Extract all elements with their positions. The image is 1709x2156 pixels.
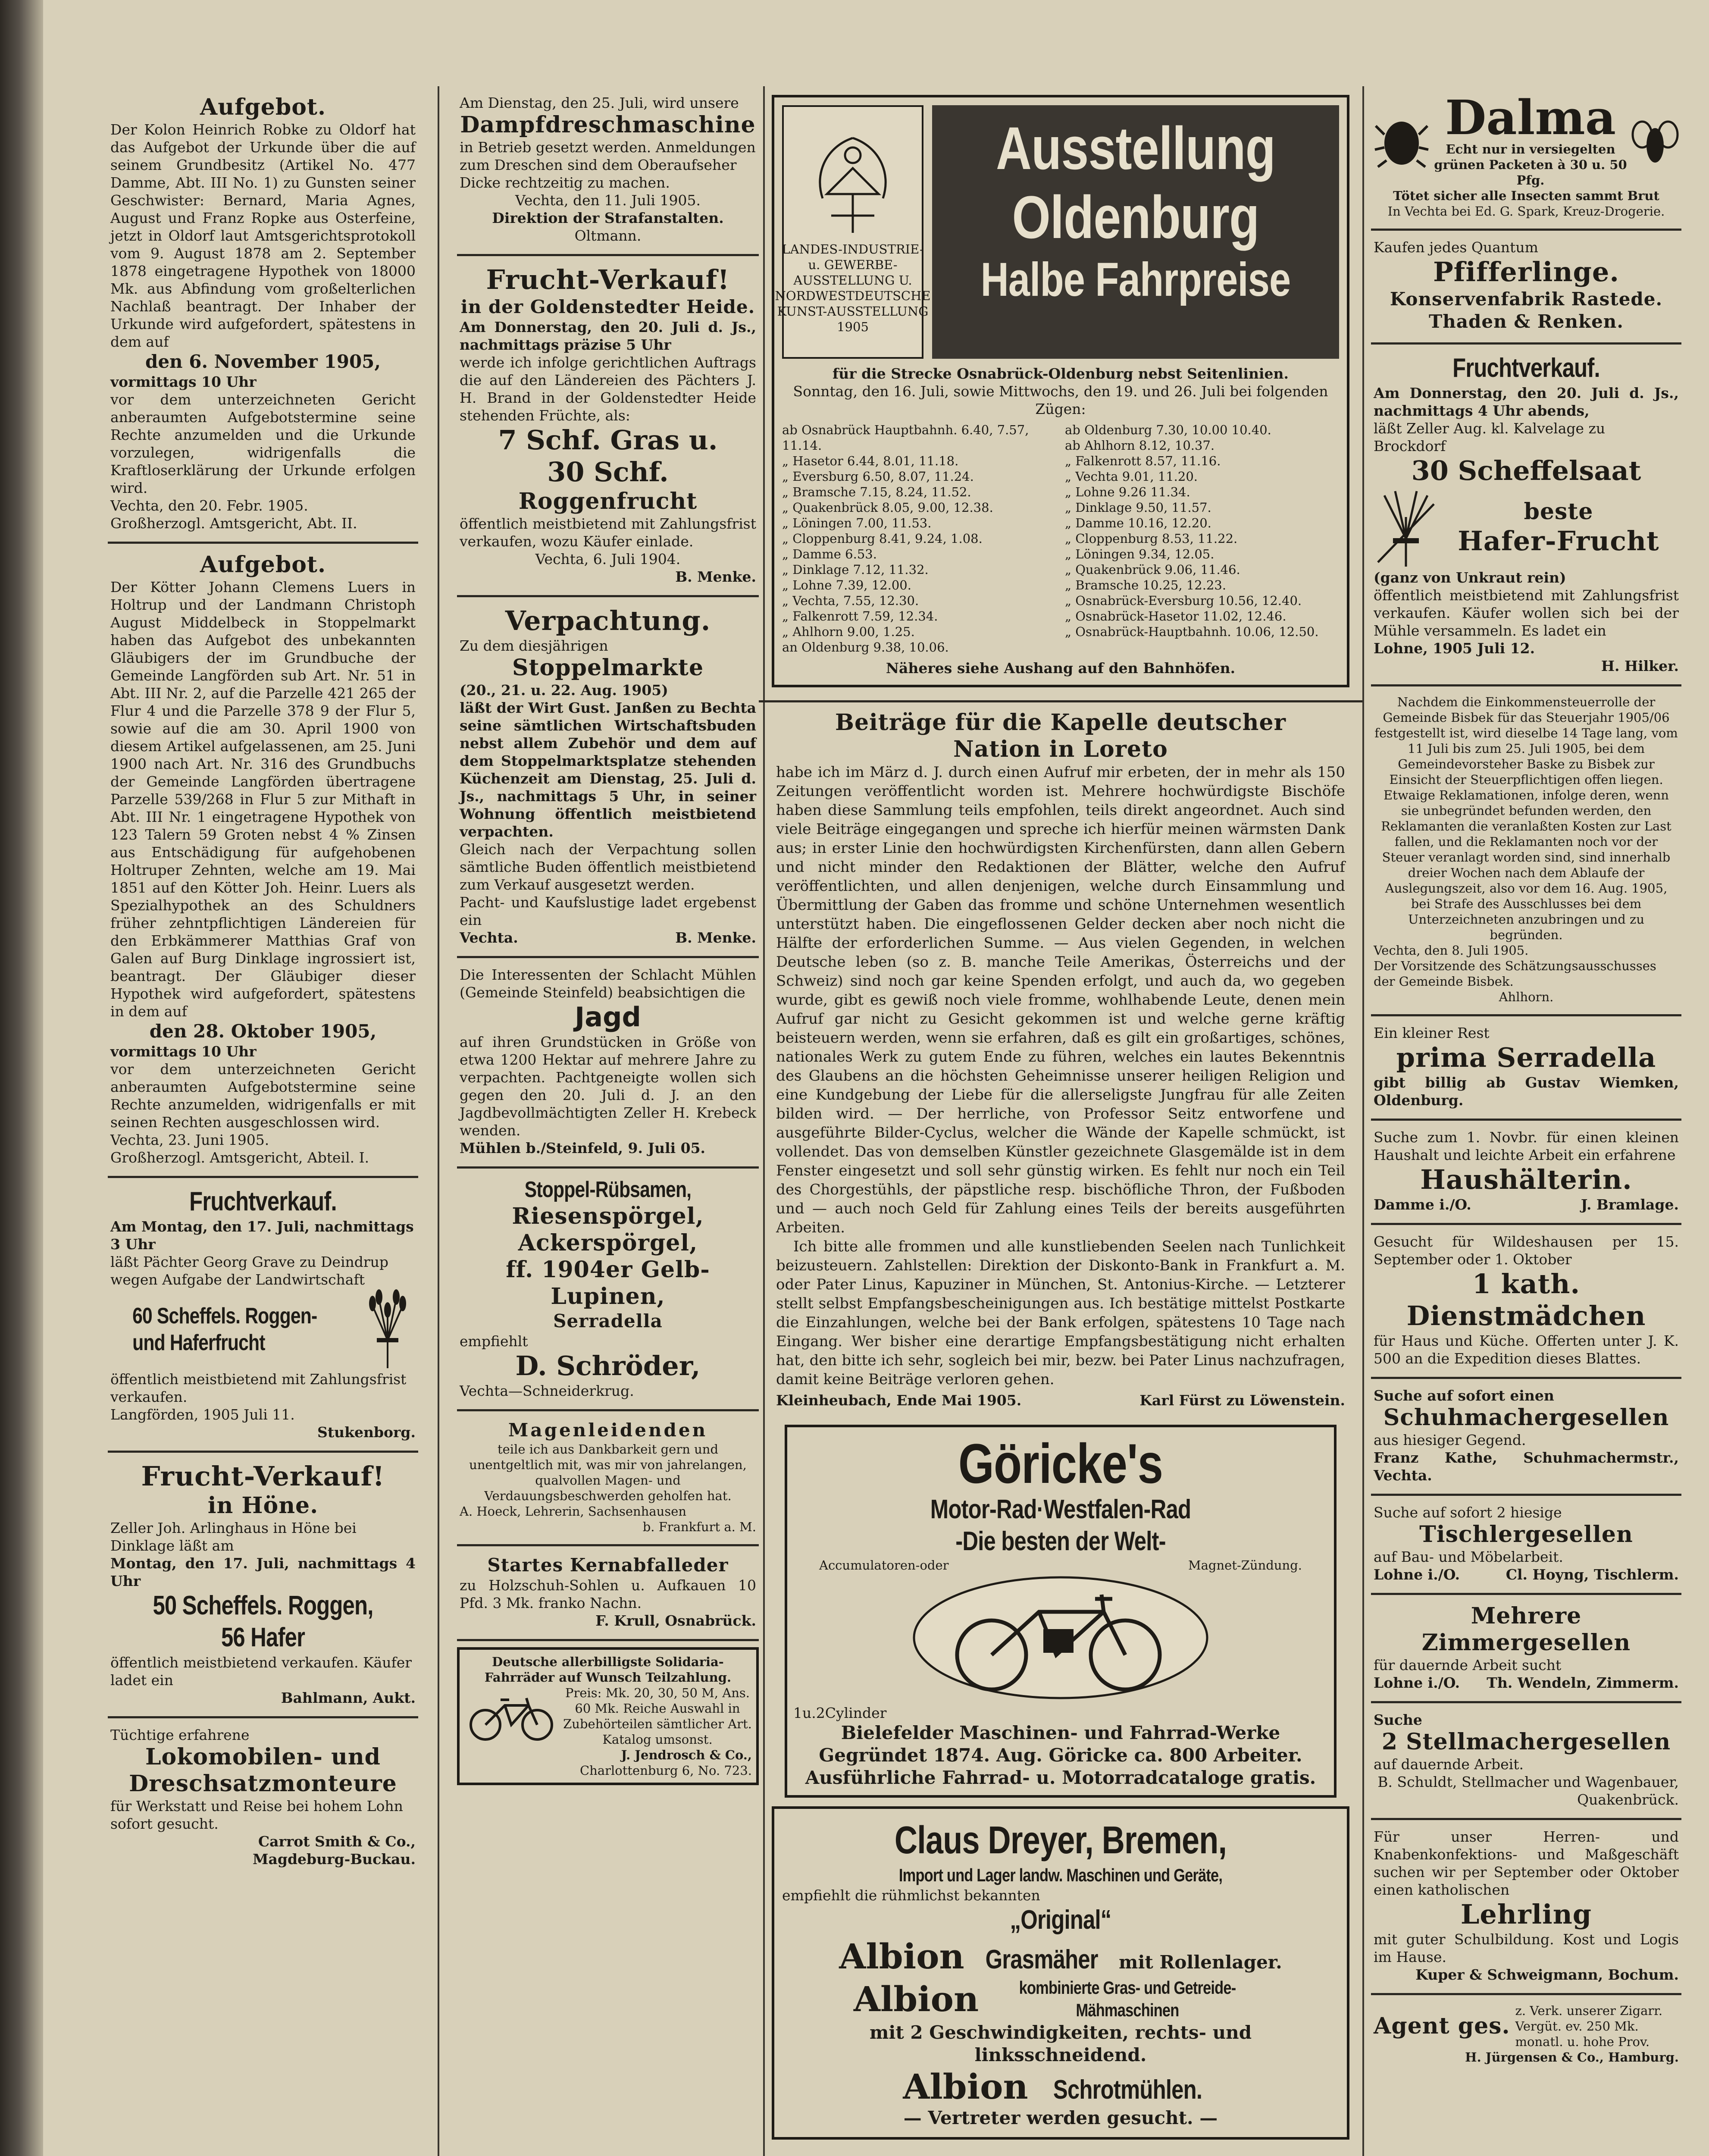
ad-title: Ausstellung <box>996 114 1275 182</box>
kernleder-ad <box>457 1546 759 1641</box>
ad-signature: H. Hilker. <box>1601 658 1679 674</box>
ad-tagline: Tötet sicher alle Insecten sammt Brut <box>1393 188 1659 203</box>
train-schedule <box>782 422 1339 655</box>
ad-highlight: 60 Scheffels. Roggen- und Haferfrucht <box>132 1304 317 1355</box>
schedule-row: „ Bramsche 7.15, 8.24, 11.52. <box>782 485 971 499</box>
ad-signature: B. Menke. <box>675 568 756 585</box>
ausstellung-banner <box>932 105 1339 359</box>
ad-place: Vechta, 23. Juni 1905. <box>110 1131 269 1148</box>
brand-name: Albion <box>853 1979 979 2019</box>
ad-intro: Am Dienstag, den 25. Juli, wird unsere <box>460 94 739 111</box>
schedule-row: „ Lohne 9.26 11.34. <box>1065 485 1190 499</box>
ad-subtitle: Zu dem diesjährigen <box>460 637 608 654</box>
monteure-ad <box>108 1718 418 1877</box>
product-name: kombinierte Gras- und Getreide-Mähmaschinen <box>1019 1977 1236 2020</box>
schedule-row: „ Osnabrück-Hauptbahnh. 10.06, 12.50. <box>1065 624 1319 639</box>
serradella-ad <box>1371 1016 1681 1121</box>
schedule-row: „ Bramsche 10.25, 12.23. <box>1065 578 1227 592</box>
ad-title: Aufgebot. <box>200 552 326 578</box>
ad-title: 2 Stellmachergesellen <box>1381 1729 1671 1755</box>
magen-ad <box>457 1411 759 1546</box>
schedule-row: „ Osnabrück-Hasetor 11.02, 12.46. <box>1065 609 1286 624</box>
ad-text: aus hiesiger Gegend. <box>1374 1432 1526 1448</box>
binding-gutter <box>0 0 43 2156</box>
ad-text: öffentlich meistbietend mit Zahlungsfrist verkaufen. <box>110 1371 407 1405</box>
agent-ad <box>1371 1995 1681 2075</box>
ad-signature: Carrot Smith & Co., <box>258 1833 416 1850</box>
ad-intro: Die Interessenten der Schlacht Mühlen (Gemeinde Steinfeld) beabsichtigen die <box>460 966 756 1001</box>
ad-highlight: Stoppelmarkte <box>512 655 704 681</box>
dalma-ad <box>1371 86 1681 231</box>
ad-text: zu Holzschuh-Sohlen u. Aufkauen 10 Pfd. 3 Mk. franko Nachn. <box>460 1577 756 1611</box>
ad-line: empfiehlt <box>460 1333 528 1350</box>
ad-signature: B. Menke. <box>675 929 756 946</box>
ad-text: öffentlich meistbietend mit Zahlungsfrist verkaufen. Käufer wollen sich bei der Mühle versammeln. Es ladet ein <box>1374 587 1679 639</box>
ad-text: Preis: Mk. 20, 30, 50 M, Ans. 60 Mk. Reiche Auswahl in Zubehörteilen sämtlicher Art. Katalog umsonst. <box>563 1686 752 1747</box>
schedule-row: „ Dinklage 9.50, 11.57. <box>1065 500 1211 515</box>
ad-text: In Vechta bei Ed. G. Spark, Kreuz-Drogerie. <box>1387 204 1665 219</box>
ad-text: auf dauernde Arbeit. <box>1374 1756 1524 1773</box>
schedule-row: an Oldenburg 9.38, 10.06. <box>782 640 949 655</box>
ad-highlight: beste <box>1524 498 1593 525</box>
ad-date: Am Donnerstag, den 20. Juli d. Js., nachmittags 4 Uhr abends, <box>1374 385 1679 419</box>
schedule-row: ab Oldenburg 7.30, 10.00 10.40. <box>1065 423 1271 437</box>
ad-highlight: 7 Schf. Gras u. <box>498 424 718 456</box>
ad-title: Magenleidenden <box>508 1420 708 1441</box>
ad-highlight: Roggenfrucht <box>518 488 698 514</box>
schedule-left <box>782 422 1056 655</box>
ad-highlight: 56 Hafer <box>221 1623 305 1652</box>
ad-line: Riesenspörgel, <box>512 1203 704 1229</box>
ad-title: Startes Kernabfalleder <box>487 1554 729 1576</box>
lehrling-ad <box>1371 1820 1681 1995</box>
fruchtverkauf-ad <box>108 1178 418 1453</box>
pfifferlinge-ad <box>1371 231 1681 345</box>
ad-date: Montag, den 17. Juli, nachmittags 4 Uhr <box>110 1555 416 1589</box>
steuerrolle-notice <box>1371 686 1681 1016</box>
dampfdresch-ad <box>457 86 759 256</box>
ad-text: vor dem unterzeichneten Gericht anberaumten Aufgebotstermine seine Rechte anzumelden und die Urkunde vorzulegen, widrigenfalls die Kraftloserklärung der Urkunde erfolgen wird. <box>110 391 416 496</box>
ad-route: für die Strecke Osnabrück-Oldenburg nebst Seitenlinien. <box>833 365 1289 382</box>
ad-label: Magnet-Zündung. <box>1188 1558 1302 1573</box>
ad-place: Vechta, den 20. Febr. 1905. <box>110 497 308 514</box>
article-place: Kleinheubach, Ende Mai 1905. <box>776 1392 1022 1409</box>
ad-label: 1u.2Cylinder <box>793 1705 887 1721</box>
ad-highlight: 30 Schf. <box>547 456 669 488</box>
ausstellung-ad <box>772 95 1349 687</box>
ad-title: 1 kath. Dienstmädchen <box>1406 1268 1646 1332</box>
ad-signature: Kuper & Schweigmann, Bochum. <box>1415 1966 1679 1983</box>
ad-signature: Oltmann. <box>574 227 642 244</box>
ad-place: Vechta. <box>460 929 518 946</box>
article-signature: Karl Fürst zu Löwenstein. <box>1139 1392 1345 1409</box>
ad-tagline: Echt nur in versiegelten <box>1446 142 1615 157</box>
ad-text: Für unser Herren- und Knabenkonfektions- und Maßgeschäft suchen wir per September oder Oktober einen katholischen <box>1374 1828 1679 1898</box>
ad-title: Pfifferlinge. <box>1433 256 1619 288</box>
ad-court: Großherzogl. Amtsgericht, Abteil. I. <box>110 1149 369 1166</box>
zimmergesellen-ad <box>1371 1595 1681 1703</box>
schedule-row: „ Cloppenburg 8.53, 11.22. <box>1065 531 1238 546</box>
exhibition-emblem-icon <box>801 129 905 241</box>
ad-date: den 6. November 1905, <box>145 351 381 372</box>
schedule-row: ab Osnabrück Hauptbahnh. 6.40, 7.57, 11.14. <box>782 423 1029 453</box>
schedule-row: „ Löningen 9.34, 12.05. <box>1065 547 1214 561</box>
schedule-row: ab Ahlhorn 8.12, 10.37. <box>1065 438 1215 453</box>
schedule-row: „ Lohne 7.39, 12.00. <box>782 578 911 592</box>
schedule-row: „ Hasetor 6.44, 8.01, 11.18. <box>782 454 959 468</box>
ad-title: Oldenburg <box>1012 183 1259 251</box>
ad-signature: Th. Wendeln, Zimmerm. <box>1487 1674 1679 1691</box>
ad-note: (ganz von Unkraut rein) <box>1374 569 1566 586</box>
ad-title: Aufgebot. <box>200 94 326 120</box>
bicycle-icon <box>464 1690 559 1742</box>
ad-signature: gibt billig ab Gustav Wiemken, Oldenburg. <box>1374 1074 1679 1109</box>
stellmacher-ad <box>1371 1703 1681 1820</box>
ad-intro: Suche auf sofort 2 hiesige <box>1374 1504 1562 1521</box>
ad-subtitle: in der Goldenstedter Heide. <box>460 296 755 317</box>
schedule-row: „ Damme 6.53. <box>782 547 877 561</box>
ad-date: den 28. Oktober 1905, <box>149 1021 377 1042</box>
product-name: Schrotmühlen. <box>1053 2075 1202 2105</box>
article-text: habe ich im März d. J. durch einen Aufruf mir erbeten, der in mehr als 150 Zeitungen veröffentlicht worden ist. Mehrere hochwürdigste Bischöfe haben diese Sammlung teils empfohlen, teils direkt angeordnet. Auch sind viele Beiträge eingegangen und spreche ich hierfür meinen wärmsten Dank aus; in erster Linie den hochwürdigsten Kirchenfürsten, dann allen Gebern und nicht minder den Redaktionen der Blätter, welche den Aufruf veröffentlichten, und allen denjenigen, welche durch Einsammlung und Übermittlung der Gaben das fromme und schöne Unternehmen wesentlich unterstützt haben. Die eingeflossenen Gelder decken aber noch nicht die Hälfte der erforderlichen Summe. — Aus vielen Gegenden, in welchen Deutsche leben (so z. B. manche Teile Amerikas, Österreichs und der Schweiz) sind noch gar keine Spenden erfolgt, und auch da, wo gegeben wurde, gibt es gewiß noch viele fromme, wohlhabende Leute, denen mein Aufruf gar nicht zu Gesicht gekommen ist und welche gerne kräftig beisteuern werden, wenn sie erfahren, daß es gilt ein großartiges, schönes, nationales Werk zu gutem Ende zu führen, welches ein lautes Bekenntnis des Glaubens an die höchsten Geheimnisse unserer heiligen Religion und eine Kundgebung der Liebe für die allerseligste Jungfrau für alle Zeiten bilden wird. — Der herrliche, von Professor Seitz entworfene und ausgeführte Bilder-Cyclus, welcher die Wände der Kapelle schmückt, ist vollendet. Das von demselben Künstler gezeichnete Glasgemälde ist in dem Fenster eingesetzt und soll sehr günstig wirken. Es fehlt nur noch ein Teil des Chorgestühls, der päpstliche resp. bischöfliche Thron, der Fußboden und — auch noch Geld für Zahlung eines Teils der bereits ausgeführten Arbeiten. <box>776 764 1345 1236</box>
schedule-row: „ Vechta 9.01, 11.20. <box>1065 469 1198 484</box>
ad-highlight: 30 Scheffelsaat <box>1411 455 1641 486</box>
ad-text: für Werkstatt und Reise bei hohem Lohn sofort gesucht. <box>110 1798 403 1832</box>
ad-text: in Betrieb gesetzt werden. Anmeldungen zum Dreschen sind dem Oberaufseher Dicke rechtzeitig zu machen. <box>460 139 756 191</box>
ad-signature: D. Schröder, <box>515 1350 701 1382</box>
ad-dates: Sonntag, den 16. Juli, sowie Mittwochs, den 19. und 26. Juli bei folgenden Zügen: <box>793 383 1328 417</box>
verpachtung-ad <box>457 597 759 958</box>
notice-signature: Ahlhorn. <box>1499 990 1554 1004</box>
ad-line: Gegründet 1874. Aug. Göricke ca. 800 Arbeiter. <box>819 1745 1302 1766</box>
wheat-sheaf-icon <box>360 1288 416 1370</box>
ad-title: Göricke's <box>958 1432 1163 1495</box>
ad-text: für Haus und Küche. Offerten unter J. K. 500 an die Expedition dieses Blattes. <box>1374 1332 1679 1367</box>
ad-signature: J. Jendrosch & Co., <box>621 1748 752 1762</box>
ad-title: prima Serradella <box>1396 1042 1656 1073</box>
schedule-row: „ Ahlhorn 9.00, 1.25. <box>782 624 915 639</box>
ad-signature: Thaden & Renken. <box>1429 311 1624 332</box>
ad-text: läßt der Wirt Gust. Janßen zu Bechta seine sämtlichen Wirtschaftsbuden nebst allem Zubehör und dem auf dem Stoppelmarktsplatze stehenden Küchenzeit am Dienstag, 25. Juli d. Js., nachmittags 5 Uhr, in seiner Wohnung öffentlich meistbietend verpachten. <box>460 699 756 840</box>
ad-text: werde ich infolge gerichtlichen Auftrags die auf den Ländereien des Pächters J. H. Brand in der Goldenstedter Heide stehenden Früchte, als: <box>460 354 756 424</box>
ad-title: Jagd <box>575 1001 641 1033</box>
fruchtverkauf-goldenstedt-ad <box>457 256 759 597</box>
emblem-text: LANDES-INDUSTRIE- u. GEWERBE-AUSSTELLUNG U. NORDWESTDEUTSCHE KUNST-AUSSTELLUNG 1905 <box>775 242 931 334</box>
ad-date: Am Montag, den 17. Juli, nachmittags 3 Uhr <box>110 1218 414 1253</box>
ad-place: Lohne i./O. <box>1374 1566 1460 1583</box>
ad-highlight: Hafer-Frucht <box>1458 525 1659 557</box>
ad-text: Zeller Joh. Arlinghaus in Höne bei Dinklage läßt am <box>110 1520 357 1554</box>
notice-signature: Der Vorsitzende des Schätzungsausschusses der Gemeinde Bisbek. <box>1374 959 1656 989</box>
fly-icon <box>1631 113 1679 169</box>
product-detail: mit 2 Geschwindigkeiten, rechts- und linksschneidend. <box>869 2022 1252 2065</box>
fruchtverkauf-hoene-ad <box>108 1453 418 1718</box>
ad-text: Gleich nach der Verpachtung sollen sämtliche Buden öffentlich meistbietend zum Verkauf ausgesetzt werden. <box>460 841 756 893</box>
ad-intro: Suche <box>1374 1711 1422 1728</box>
ad-signature: Direktion der Strafanstalten. <box>492 210 724 226</box>
ad-title: Frucht-Verkauf! <box>141 1460 385 1492</box>
ad-signature: F. Krull, Osnabrück. <box>595 1612 756 1629</box>
column-4 <box>1371 86 1681 2075</box>
ad-subtitle: Import und Lager landw. Maschinen und Geräte, <box>898 1865 1223 1885</box>
fruchtverkauf-lohne-ad <box>1371 345 1681 686</box>
ad-subtitle: Motor-Rad·Westfalen-Rad <box>930 1495 1191 1524</box>
tischler-ad <box>1371 1496 1681 1595</box>
ad-footer: Näheres siehe Aushang auf den Bahnhöfen. <box>886 660 1236 677</box>
article-title: Beiträge für die Kapelle deutscher <box>835 709 1286 736</box>
schedule-row: „ Dinklage 7.12, 11.32. <box>782 562 929 577</box>
ad-text: z. Verk. unserer Zigarr. Vergüt. ev. 250 Mk. monatl. u. hohe Prov. <box>1515 2003 1663 2049</box>
article-text: Ich bitte alle frommen und alle kunstliebenden Seelen nach Tunlichkeit beizusteuern. Zahlstellen: Direktion der Diskonto-Bank in Frankfurt a. M. oder Pater Linus, Kapuziner in München, St. Antonius-Kirche. — Letzterer stellt selbst Empfangsbescheinigungen aus. Ich bestätige mittelst Postkarte die Einzahlungen, welche bei der Bank erfolgen, spätestens 10 Tage nach Eingang. Wer bisher eine derartige Empfangsbestätigung nicht erhalten hat, den bitte ich sehr, sogleich bei mir, bezw. bei Pater Linus nachzufragen, damit keine Beiträge verloren gehen. <box>776 1238 1345 1388</box>
product-detail: mit Rollenlager. <box>1119 1952 1282 1973</box>
ad-text: vor dem unterzeichneten Gericht anberaumten Aufgebotstermine seine Rechte anzumelden, widrigenfalls er mit seinen Rechten ausgeschlossen wird. <box>110 1061 416 1131</box>
ad-text: Suche zum 1. Novbr. für einen kleinen Haushalt und leichte Arbeit ein erfahrene <box>1374 1129 1679 1163</box>
ad-place: Damme i./O. <box>1374 1196 1471 1213</box>
schuhmacher-ad <box>1371 1379 1681 1496</box>
ad-title: Dalma <box>1445 90 1616 145</box>
saatgut-ad <box>457 1169 759 1411</box>
ad-highlight: 50 Scheffels. Roggen, <box>153 1591 373 1620</box>
schedule-row: „ Cloppenburg 8.41, 9.24, 1.08. <box>782 531 983 546</box>
ad-label: Accumulatoren-oder <box>819 1558 949 1573</box>
ad-title: Claus Dreyer, Bremen, <box>894 1819 1227 1862</box>
ad-line: Stoppel-Rübsamen, <box>524 1177 692 1202</box>
ad-title: Verpachtung. <box>505 605 711 636</box>
aufgebot-notice <box>108 86 418 544</box>
schedule-row: „ Vechta, 7.55, 12.30. <box>782 593 919 608</box>
schedule-row: „ Quakenbrück 8.05, 9.00, 12.38. <box>782 500 993 515</box>
ad-text: Der Kötter Johann Clemens Luers in Holtrup und der Landmann Christoph August Middelbeck in Stoppelmarkt haben das Aufgebot des unbekannten Gläubigers der im Grundbuche der Gemeinde Langförden sub Art. Nr. 51 in Abt. III Nr. 2, auf die Parzelle 421 265 der Flur 4 und die Parzelle 378 9 der Flur 5, sowie auf die am 30. April 1900 von diesem Artikel aufgelassenen, am 25. Juni 1900 nach Art. Nr. 316 des Grundbuchs der Gemeinde Langförden übertragene Parzelle 539/268 in Flur 5 zur Mithaft in Abt. III Nr. 1 eingetragene Hypothek von 123 Talern 59 Groten nebst 4 % Zinsen aus Entschädigung für aufgehobenen Holtruper Zehnten, welche am 19. Mai 1851 auf den Kötter Joh. Heinr. Luers als Spezialhypothek an des Schuldners früher zehntpflichtigen Ländereien für den Erbkämmerer Matthias Graf von Galen auf Burg Dinklage ingrossiert ist, beantragt. Der Gläubiger dieser Hypothek wird aufgefordert, spätestens in dem auf <box>110 579 416 1020</box>
ad-text: empfiehlt die rühmlichst bekannten <box>782 1887 1040 1904</box>
ad-title: Haushälterin. <box>1420 1164 1632 1195</box>
ad-place: Lohne i./O. <box>1374 1674 1460 1691</box>
ad-title: Dampfdreschmaschine <box>460 112 756 138</box>
ad-signature: Konservenfabrik Rastede. <box>1390 288 1663 310</box>
ad-signature: A. Hoeck, Lehrerin, Sachsenhausen <box>460 1504 687 1519</box>
ad-title: Fruchtverkauf. <box>1452 353 1600 383</box>
kapelle-article <box>759 700 1362 1416</box>
ad-line: ff. 1904er Gelb-Lupinen, <box>506 1257 710 1310</box>
schedule-row: „ Falkenrott 8.57, 11.16. <box>1065 454 1221 468</box>
ad-intro: Suche auf sofort einen <box>1374 1387 1554 1404</box>
ad-intro: Kaufen jedes Quantum <box>1374 239 1538 256</box>
ad-title: Lokomobilen- und Dreschsatzmonteure <box>129 1744 397 1797</box>
ad-text: öffentlich meistbietend verkaufen. Käufer ladet ein <box>110 1654 412 1689</box>
ad-title: Agent ges. <box>1374 2013 1510 2039</box>
column-2 <box>457 86 759 1785</box>
ad-subtitle: in Höne. <box>207 1492 319 1519</box>
ad-title: Schuhmachergesellen <box>1383 1404 1669 1431</box>
haushaelterin-ad <box>1371 1121 1681 1225</box>
aufgebot-notice <box>108 544 418 1178</box>
dienstmaedchen-ad <box>1371 1225 1681 1379</box>
jagd-ad <box>457 958 759 1169</box>
column-3 <box>759 86 1362 2148</box>
ad-text: öffentlich meistbietend mit Zahlungsfrist verkaufen, wozu Käufer einlade. <box>460 515 756 550</box>
ad-date: (20., 21. u. 22. Aug. 1905) <box>460 682 668 699</box>
ad-text: mit guter Schulbildung. Kost und Logis im Hause. <box>1374 1931 1679 1965</box>
ad-place: Langförden, 1905 Juli 11. <box>110 1406 295 1423</box>
ad-time: vormittags 10 Uhr <box>110 373 257 390</box>
ad-title: Lehrling <box>1460 1899 1592 1930</box>
ad-text: auf Bau- und Möbelarbeit. <box>1374 1548 1563 1565</box>
newspaper-page <box>43 0 1709 2156</box>
ad-line: Ausführliche Fahrrad- u. Motorradcataloge gratis. <box>805 1767 1316 1788</box>
ad-place: Vechta, 6. Juli 1904. <box>535 551 681 567</box>
notice-place: Vechta, den 8. Juli 1905. <box>1374 943 1529 958</box>
brand-name: Albion <box>839 1936 964 1977</box>
ad-text: auf ihren Grundstücken in Größe von etwa 1200 Hektar auf mehrere Jahre zu verpachten. Pachtgeneigte wollen sich gegen den 20. Juli d. J. an den Jagdbevollmächtigten Zeller H. Krebeck wenden. <box>460 1034 756 1139</box>
ad-place: Charlottenburg 6, No. 723. <box>579 1763 752 1778</box>
ad-intro: Tüchtige erfahrene <box>110 1727 250 1743</box>
fahrrad-ad <box>457 1647 759 1785</box>
ad-place: Mühlen b./Steinfeld, 9. Juli 05. <box>460 1140 706 1156</box>
ad-place: Lohne, 1905 Juli 12. <box>1374 640 1535 657</box>
ad-signature: Bahlmann, Aukt. <box>281 1689 416 1706</box>
schedule-row: „ Eversburg 6.50, 8.07, 11.24. <box>782 469 974 484</box>
ad-court: Großherzogl. Amtsgericht, Abt. II. <box>110 515 357 532</box>
ad-title: Frucht-Verkauf! <box>486 264 730 295</box>
ad-place: b. Frankfurt a. M. <box>642 1520 756 1534</box>
ad-signature: Magdeburg-Buckau. <box>253 1851 416 1868</box>
ad-text: läßt Zeller Aug. kl. Kalvelage zu Brockdorf <box>1374 420 1606 454</box>
ad-text: Gesucht für Wildeshausen per 15. September oder 1. Oktober <box>1374 1233 1679 1268</box>
column-1 <box>108 86 418 1877</box>
schedule-row: „ Löningen 7.00, 11.53. <box>782 516 932 530</box>
schedule-row: „ Quakenbrück 9.06, 11.46. <box>1065 562 1240 577</box>
ad-signature: Franz Kathe, Schuhmachermstr., Vechta. <box>1374 1449 1679 1484</box>
hay-sheaf-icon <box>1374 487 1438 569</box>
ad-text: läßt Pächter Georg Grave zu Deindrup wegen Aufgabe der Landwirtschaft <box>110 1253 389 1288</box>
ad-title: Deutsche allerbilligste Solidaria-Fahrräder auf Wunsch Teilzahlung. <box>484 1655 732 1685</box>
ad-date: Am Donnerstag, den 20. Juli d. Js., nachmittags präzise 5 Uhr <box>460 319 756 353</box>
ad-subtitle: Halbe Fahrpreise <box>980 253 1291 306</box>
ad-signature: B. Schuldt, Stellmacher und Wagenbauer, Quakenbrück. <box>1377 1774 1679 1808</box>
ad-intro: Ein kleiner Rest <box>1374 1025 1490 1041</box>
ad-signature: Stukenborg. <box>317 1424 416 1441</box>
ad-highlight: „Original“ <box>1010 1905 1111 1935</box>
ad-text: teile ich aus Dankbarkeit gern und unentgeltlich mit, was mir von jahrelangen, qualvollen Magen- und Verdauungsbeschwerden geholfen hat. <box>469 1442 747 1503</box>
schedule-right <box>1065 422 1339 655</box>
motorcycle-icon <box>910 1573 1211 1702</box>
ad-footer: — Vertreter werden gesucht. — <box>903 2107 1218 2128</box>
beetle-icon <box>1374 113 1430 169</box>
article-title: Nation in Loreto <box>953 736 1168 762</box>
schedule-row: „ Damme 10.16, 12.20. <box>1065 516 1211 530</box>
emblem <box>775 105 931 359</box>
brand-name: Albion <box>903 2066 1028 2107</box>
ad-line: Serradella <box>553 1310 663 1332</box>
ad-text: für dauernde Arbeit sucht <box>1374 1657 1562 1673</box>
schedule-row: „ Falkenrott 7.59, 12.34. <box>782 609 938 624</box>
ad-text: Pacht- und Kaufslustige ladet ergebenst ein <box>460 894 756 928</box>
ad-signature: Cl. Hoyng, Tischlerm. <box>1506 1566 1679 1583</box>
ad-tagline: grünen Packeten à 30 u. 50 Pfg. <box>1434 157 1627 188</box>
ad-title: Fruchtverkauf. <box>189 1187 337 1216</box>
ad-place: Vechta—Schneiderkrug. <box>460 1382 634 1399</box>
schedule-row: „ Osnabrück-Eversburg 10.56, 12.40. <box>1065 593 1302 608</box>
ad-line: Ackerspörgel, <box>518 1230 698 1256</box>
goericke-ad <box>785 1425 1337 1798</box>
ad-signature: H. Jürgensen & Co., Hamburg. <box>1465 2050 1679 2065</box>
column-rule <box>1362 86 1364 2156</box>
ad-line: Bielefelder Maschinen- und Fahrrad-Werke <box>841 1722 1280 1743</box>
ad-subtitle: -Die besten der Welt- <box>955 1526 1166 1556</box>
ad-place: Vechta, den 11. Juli 1905. <box>515 192 701 209</box>
product-name: Grasmäher <box>985 1945 1098 1974</box>
column-rule <box>438 86 439 2156</box>
ad-title: Tischlergesellen <box>1419 1521 1633 1548</box>
dreyer-ad <box>772 1806 1349 2140</box>
ad-time: vormittags 10 Uhr <box>110 1043 257 1060</box>
ad-text: Der Kolon Heinrich Robke zu Oldorf hat das Aufgebot der Urkunde über die auf seinem Grundbesitz (Artikel No. 477 Damme, Abt. III No. 1) zu Gunsten seiner Geschwister: Bernard, Maria Agnes, August und Franz Ropke aus Osterfeine, jetzt in Oldorf laut Amtsgerichtsprotokoll vom 9. August 1878 am 2. September 1878 eingetragene Hypothek von 18000 Mk. aus Abfindung vom großelterlichen Nachlaß beantragt. Der Inhaber der Urkunde wird aufgefordert, spätestens in dem auf <box>110 121 416 350</box>
notice-text: Nachdem die Einkommensteuerrolle der Gemeinde Bisbek für das Steuerjahr 1905/06 festgestellt ist, wird dieselbe 14 Tage lang, vom 11 Juli bis zum 25. Juli 1905, bei dem Gemeindevorsteher Baske zu Bisbek zur Einsicht der Steuerpflichtigen offen liegen. Etwaige Reklamationen, infolge deren, wenn sie unbegründet befunden werden, den Reklamanten die veranlaßten Kosten zur Last fallen, und die Reklamanten noch vor der Steuer veranlagt worden sind, sind innerhalb dreier Wochen nach dem Ablaufe der Auslegungszeit, also vor dem 16. Aug. 1905, bei Strafe des Ausschlusses bei dem Unterzeichneten anzubringen und zu begründen. <box>1374 695 1678 942</box>
ad-title: Mehrere Zimmergesellen <box>1421 1603 1631 1656</box>
ad-signature: J. Bramlage. <box>1581 1196 1679 1213</box>
